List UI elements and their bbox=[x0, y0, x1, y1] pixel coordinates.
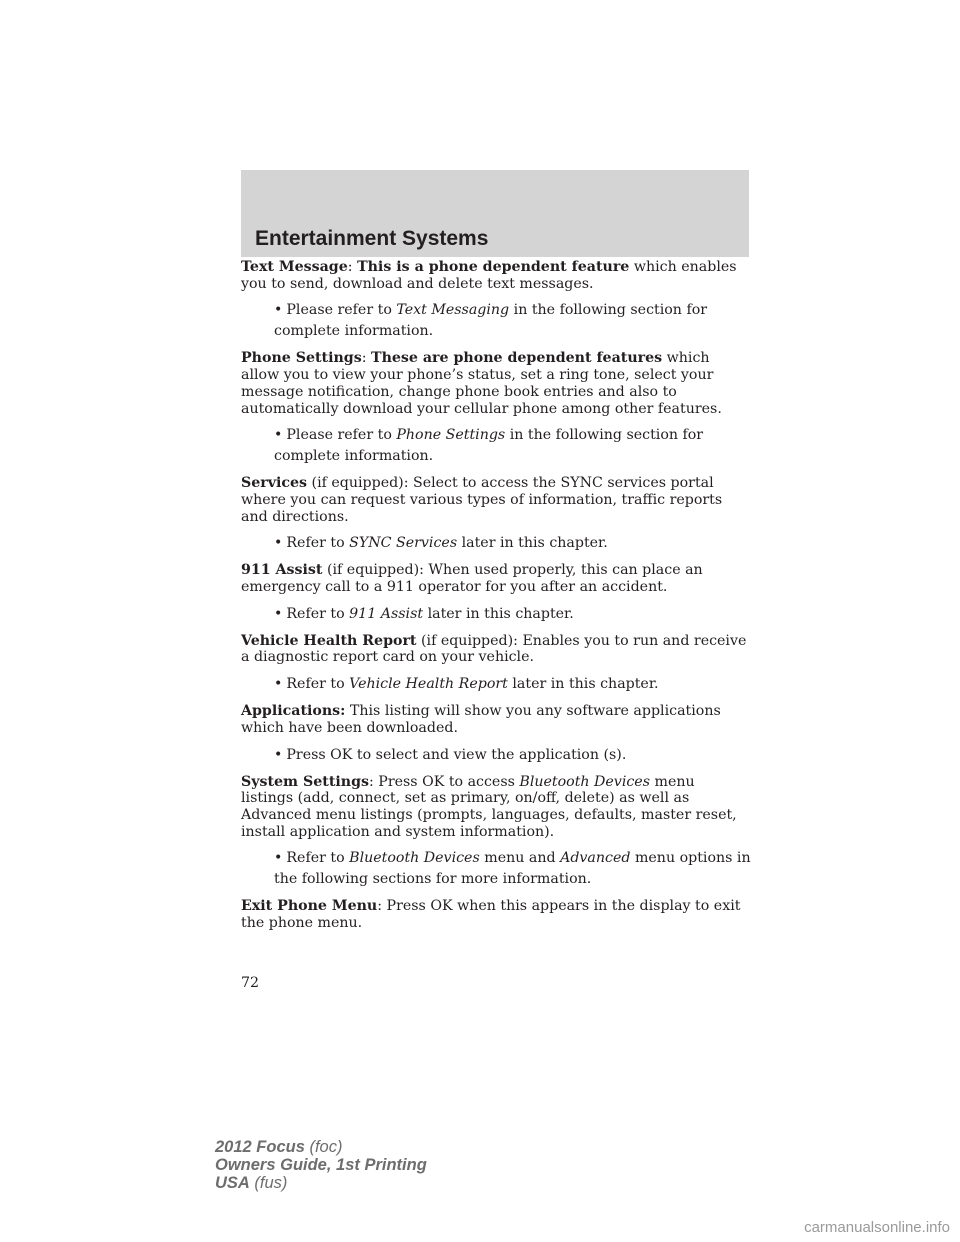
cross-reference: Phone Settings bbox=[396, 427, 506, 444]
cross-reference: Bluetooth Devices bbox=[519, 773, 650, 790]
services-paragraph: Services (if equipped): Select to access the SYNC services portal where you can request various types of information, traffic reports and directions. bbox=[241, 475, 723, 525]
emphasis-text-message: This is a phone dependent feature bbox=[357, 259, 630, 275]
phone-settings-paragraph: Phone Settings: These are phone dependent features which allow you to view your phone’s status, set a ring tone, select your message notification, change phone book entries and also to automatically download your cellular phone among other features. bbox=[241, 350, 722, 417]
footer-line-market: USA (fus) bbox=[215, 1174, 288, 1192]
site-watermark: carmanualsonline.info bbox=[804, 1219, 950, 1236]
section-header-band bbox=[241, 170, 749, 257]
bullet-icon: • bbox=[274, 427, 283, 444]
footer-line-model: 2012 Focus (foc) bbox=[215, 1138, 343, 1156]
term-applications: Applications: bbox=[241, 703, 346, 720]
applications-paragraph: Applications: This listing will show you any software applications which have been downloaded. bbox=[241, 703, 721, 736]
bullet-item: • Press OK to select and view the application (s). bbox=[274, 746, 627, 763]
cross-reference: 911 Assist bbox=[349, 605, 424, 622]
bullet-item: • Refer to SYNC Services later in this chapter. bbox=[274, 535, 608, 552]
bullet-icon: • bbox=[274, 746, 283, 763]
bullet-icon: • bbox=[274, 850, 283, 867]
printing-footer bbox=[215, 1138, 427, 1192]
section-title: Entertainment Systems bbox=[255, 227, 489, 250]
cross-reference: Bluetooth Devices bbox=[349, 850, 480, 867]
footer-line-printing: Owners Guide, 1st Printing bbox=[215, 1156, 427, 1174]
bullet-icon: • bbox=[274, 676, 283, 693]
cross-reference: Text Messaging bbox=[396, 302, 510, 319]
bullet-icon: • bbox=[274, 302, 283, 319]
bullet-item: • Please refer to Text Messaging in the following section for complete information. bbox=[274, 302, 708, 340]
exit-phone-menu-paragraph: Exit Phone Menu: Press OK when this appears in the display to exit the phone menu. bbox=[241, 898, 741, 932]
bullet-item: • Refer to 911 Assist later in this chapter. bbox=[274, 605, 574, 622]
term-system-settings: System Settings bbox=[241, 773, 369, 790]
bullet-item: • Please refer to Phone Settings in the following section for complete information. bbox=[274, 427, 704, 465]
term-exit-phone-menu: Exit Phone Menu bbox=[241, 898, 378, 915]
term-vehicle-health-report: Vehicle Health Report bbox=[241, 632, 417, 649]
assist-911-paragraph: 911 Assist (if equipped): When used properly, this can place an emergency call to a 911 operator for you after an accident. bbox=[241, 562, 703, 596]
cross-reference: SYNC Services bbox=[349, 535, 458, 552]
system-settings-paragraph: System Settings: Press OK to access Bluetooth Devices menu listings (add, connect, set as primary, on/off, delete) as well as Advanced menu listings (prompts, languages, defaults, master reset, install application and system information). bbox=[241, 773, 737, 840]
term-phone-settings: Phone Settings bbox=[241, 350, 362, 367]
term-text-message: Text Message bbox=[241, 259, 348, 275]
emphasis-phone-settings: These are phone dependent features bbox=[371, 350, 663, 367]
vehicle-health-paragraph: Vehicle Health Report (if equipped): Enables you to run and receive a diagnostic report card on your vehicle. bbox=[241, 632, 747, 666]
bullet-icon: • bbox=[274, 535, 283, 552]
bullet-icon: • bbox=[274, 605, 283, 622]
page-content bbox=[241, 259, 751, 940]
term-services: Services bbox=[241, 475, 308, 492]
bullet-item: • Refer to Bluetooth Devices menu and Advanced menu options in the following sections for more information. bbox=[274, 850, 751, 888]
term-911-assist: 911 Assist bbox=[241, 562, 323, 579]
text-message-paragraph: Text Message: This is a phone dependent feature which enables you to send, download and delete text messages. bbox=[241, 259, 737, 292]
cross-reference: Vehicle Health Report bbox=[349, 676, 508, 693]
page-number: 72 bbox=[241, 975, 260, 991]
cross-reference: Advanced bbox=[560, 850, 631, 867]
bullet-item: • Refer to Vehicle Health Report later in this chapter. bbox=[274, 676, 659, 693]
